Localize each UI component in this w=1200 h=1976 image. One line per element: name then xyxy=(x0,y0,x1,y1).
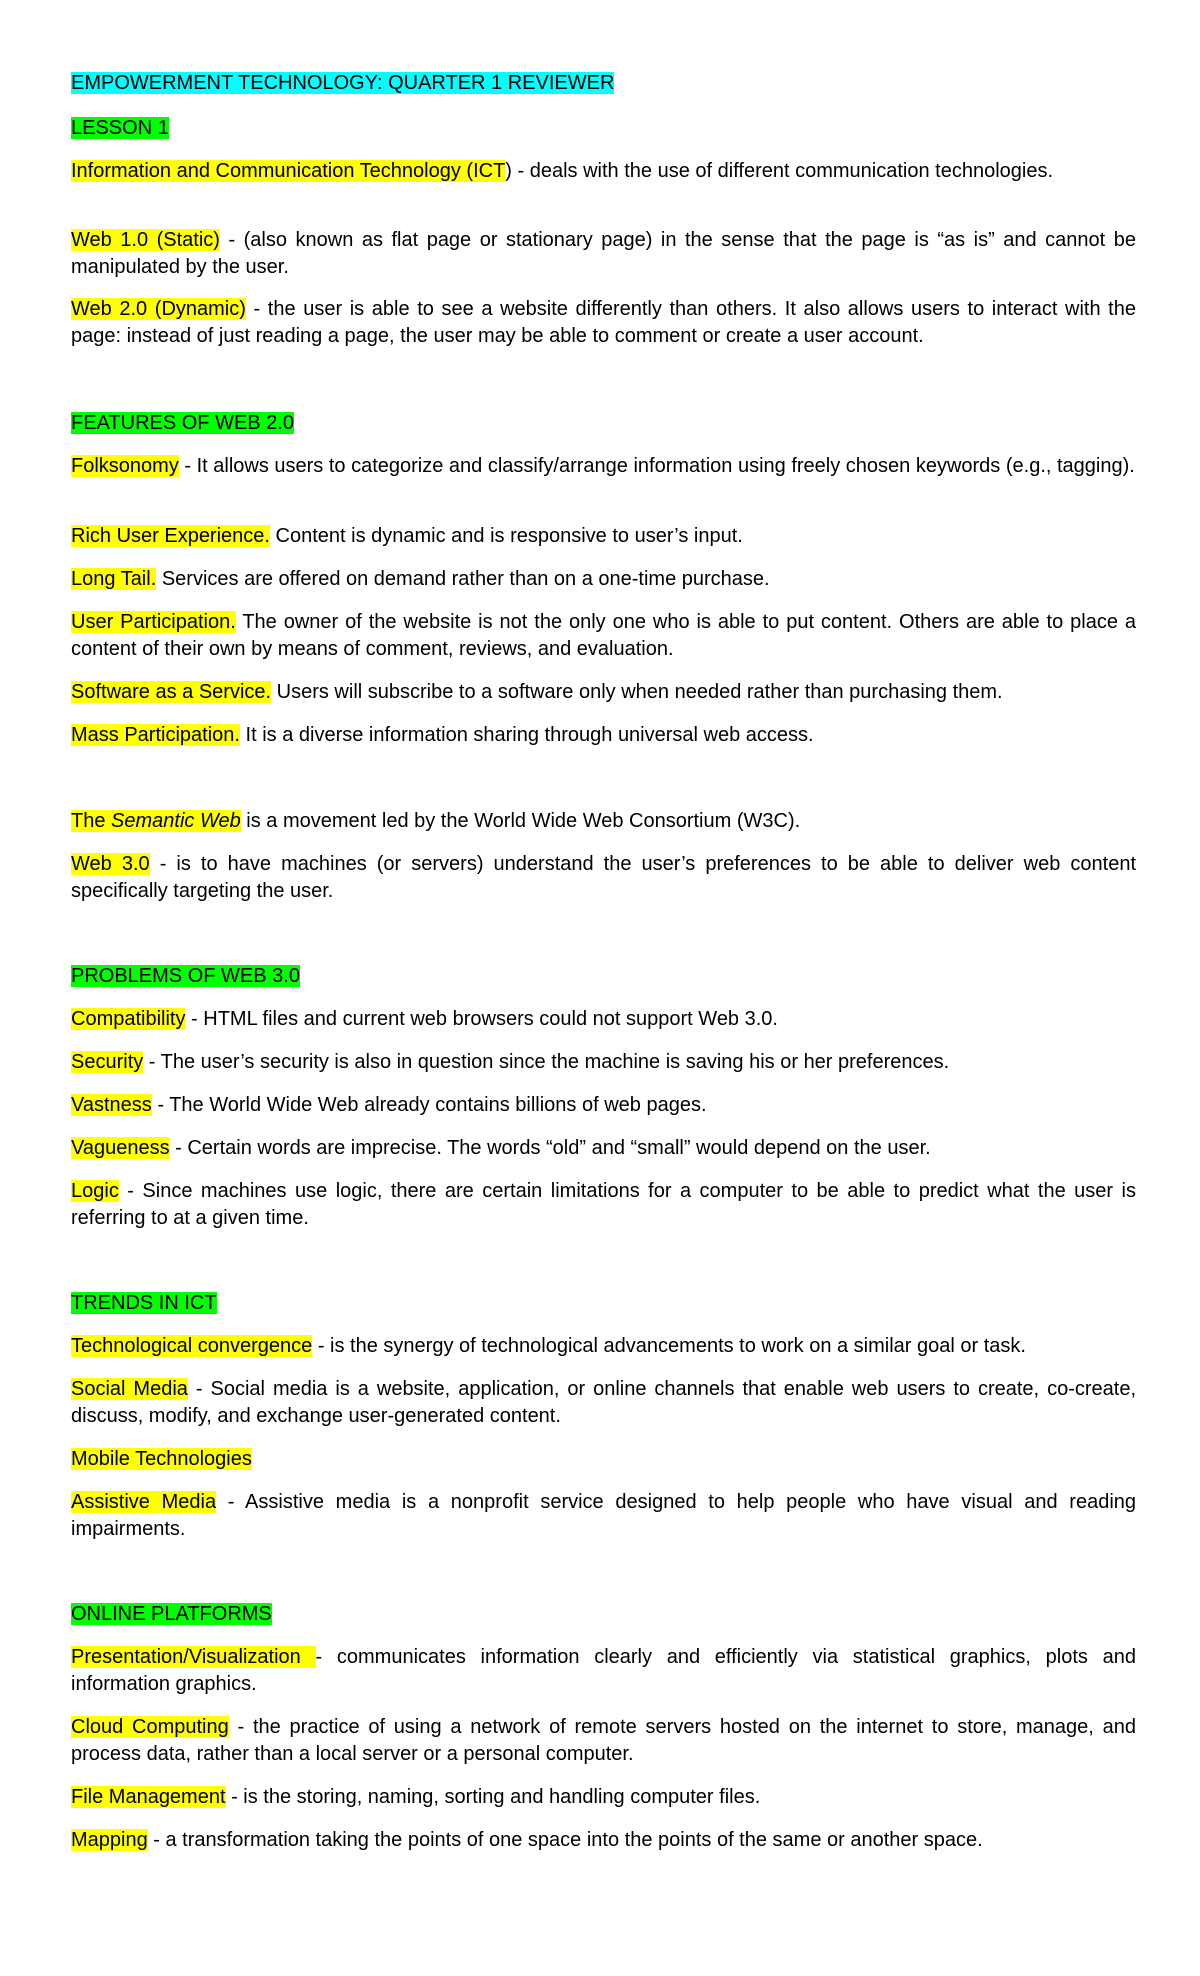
definition-web1: Web 1.0 (Static) - (also known as flat page or stationary page) in the sense that the page is “as is” and cannot be manipulated by the user. xyxy=(71,229,1136,278)
semantic-web-statement: The Semantic Web is a movement led by the World Wide Web Consortium (W3C). xyxy=(71,810,801,832)
document-title: EMPOWERMENT TECHNOLOGY: QUARTER 1 REVIEWER xyxy=(71,72,615,94)
problem-item: Vagueness - Certain words are imprecise. The words “old” and “small” would depend on the user. xyxy=(71,1137,931,1159)
feature-item: Software as a Service. Users will subscribe to a software only when needed rather than purchasing them. xyxy=(71,681,1003,703)
heading-problems: PROBLEMS OF WEB 3.0 xyxy=(71,965,300,987)
platform-item: File Management - is the storing, naming, sorting and handling computer files. xyxy=(71,1786,761,1808)
heading-trends: TRENDS IN ICT xyxy=(71,1292,217,1314)
heading-platforms: ONLINE PLATFORMS xyxy=(71,1603,272,1625)
trend-item: Technological convergence - is the synergy of technological advancements to work on a similar goal or task. xyxy=(71,1335,1026,1357)
platform-item: Cloud Computing - the practice of using a network of remote servers hosted on the internet to store, manage, and process data, rather than a local server or a personal computer. xyxy=(71,1716,1136,1765)
heading-features: FEATURES OF WEB 2.0 xyxy=(71,412,294,434)
heading-lesson-1: LESSON 1 xyxy=(71,117,169,139)
feature-item: Mass Participation. It is a diverse information sharing through universal web access. xyxy=(71,724,814,746)
feature-item: User Participation. The owner of the website is not the only one who is able to put content. Others are able to place a content of their own by means of comment, reviews, and evaluation. xyxy=(71,611,1136,660)
definition-ict: Information and Communication Technology (ICT) - deals with the use of different communication technologies. xyxy=(71,160,1054,182)
platform-item: Presentation/Visualization - communicates information clearly and efficiently via statistical graphics, plots and information graphics. xyxy=(71,1646,1136,1695)
problem-item: Logic - Since machines use logic, there are certain limitations for a computer to be able to predict what the user is referring to at a given time. xyxy=(71,1180,1136,1229)
feature-item: Long Tail. Services are offered on demand rather than on a one-time purchase. xyxy=(71,568,770,590)
feature-item: Folksonomy - It allows users to categorize and classify/arrange information using freely chosen keywords (e.g., tagging). xyxy=(71,455,1135,477)
trend-item: Mobile Technologies xyxy=(71,1448,252,1470)
trend-item: Assistive Media - Assistive media is a nonprofit service designed to help people who have visual and reading impairments. xyxy=(71,1491,1137,1540)
term-ict: Information and Communication Technology (ICT xyxy=(71,160,506,182)
term-web1: Web 1.0 (Static) xyxy=(71,229,220,251)
feature-item: Rich User Experience. Content is dynamic and is responsive to user’s input. xyxy=(71,525,743,547)
definition-web2: Web 2.0 (Dynamic) - the user is able to see a website differently than others. It also allows users to interact with the page: instead of just reading a page, the user may be able to comment or create a user account. xyxy=(71,298,1136,347)
term-web2: Web 2.0 (Dynamic) xyxy=(71,298,246,320)
definition-web3: Web 3.0 - is to have machines (or servers) understand the user’s preferences to be able to deliver web content specifically targeting the user. xyxy=(71,853,1137,902)
trend-item: Social Media - Social media is a website, application, or online channels that enable web users to create, co-create, discuss, modify, and exchange user-generated content. xyxy=(71,1378,1136,1427)
problem-item: Vastness - The World Wide Web already contains billions of web pages. xyxy=(71,1094,707,1116)
problem-item: Compatibility - HTML files and current web browsers could not support Web 3.0. xyxy=(71,1008,778,1030)
problem-item: Security - The user’s security is also in question since the machine is saving his or her preferences. xyxy=(71,1051,950,1073)
platform-item: Mapping - a transformation taking the points of one space into the points of the same or another space. xyxy=(71,1829,983,1851)
term-web3: Web 3.0 xyxy=(71,853,150,875)
